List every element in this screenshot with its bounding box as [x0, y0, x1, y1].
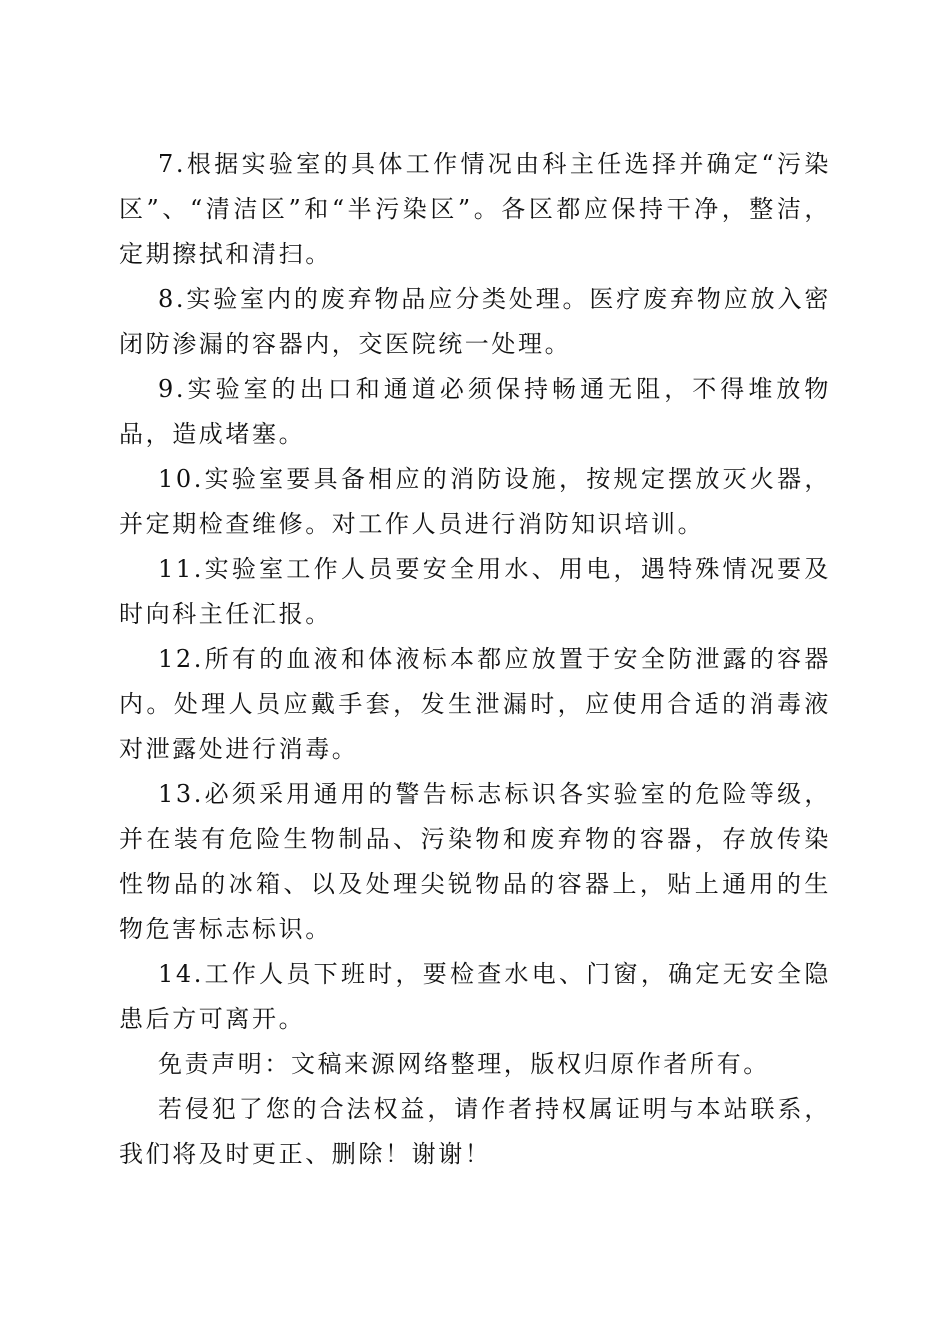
paragraph-item-10: 10.实验室要具备相应的消防设施，按规定摆放灭火器，并定期检查维修。对工作人员进行消防知识培训。 — [119, 465, 831, 538]
paragraph-item-7: 7.根据实验室的具体工作情况由科主任选择并确定“污染区”、“清洁区”和“半污染区”。各区都应保持干净，整洁，定期擦拭和清扫。 — [119, 150, 831, 268]
document-body — [119, 142, 831, 1177]
contact-notice-text: 若侵犯了您的合法权益，请作者持权属证明与本站联系，我们将及时更正、删除！谢谢！ — [119, 1095, 831, 1168]
paragraph-item-9: 9.实验室的出口和通道必须保持畅通无阻，不得堆放物品，造成堵塞。 — [119, 375, 831, 448]
paragraph-item-8: 8.实验室内的废弃物品应分类处理。医疗废弃物应放入密闭防渗漏的容器内，交医院统一处理。 — [119, 285, 831, 358]
paragraph-item-14: 14.工作人员下班时，要检查水电、门窗，确定无安全隐患后方可离开。 — [119, 960, 831, 1033]
paragraph-item-12: 12.所有的血液和体液标本都应放置于安全防泄露的容器内。处理人员应戴手套，发生泄漏时，应使用合适的消毒液对泄露处进行消毒。 — [119, 645, 831, 763]
disclaimer-text: 免责声明：文稿来源网络整理，版权归原作者所有。 — [158, 1050, 770, 1078]
paragraph-item-13: 13.必须采用通用的警告标志标识各实验室的危险等级，并在装有危险生物制品、污染物和废弃物的容器，存放传染性物品的冰箱、以及处理尖锐物品的容器上，贴上通用的生物危害标志标识。 — [119, 780, 831, 943]
paragraph-item-11: 11.实验室工作人员要安全用水、用电，遇特殊情况要及时向科主任汇报。 — [119, 555, 831, 628]
